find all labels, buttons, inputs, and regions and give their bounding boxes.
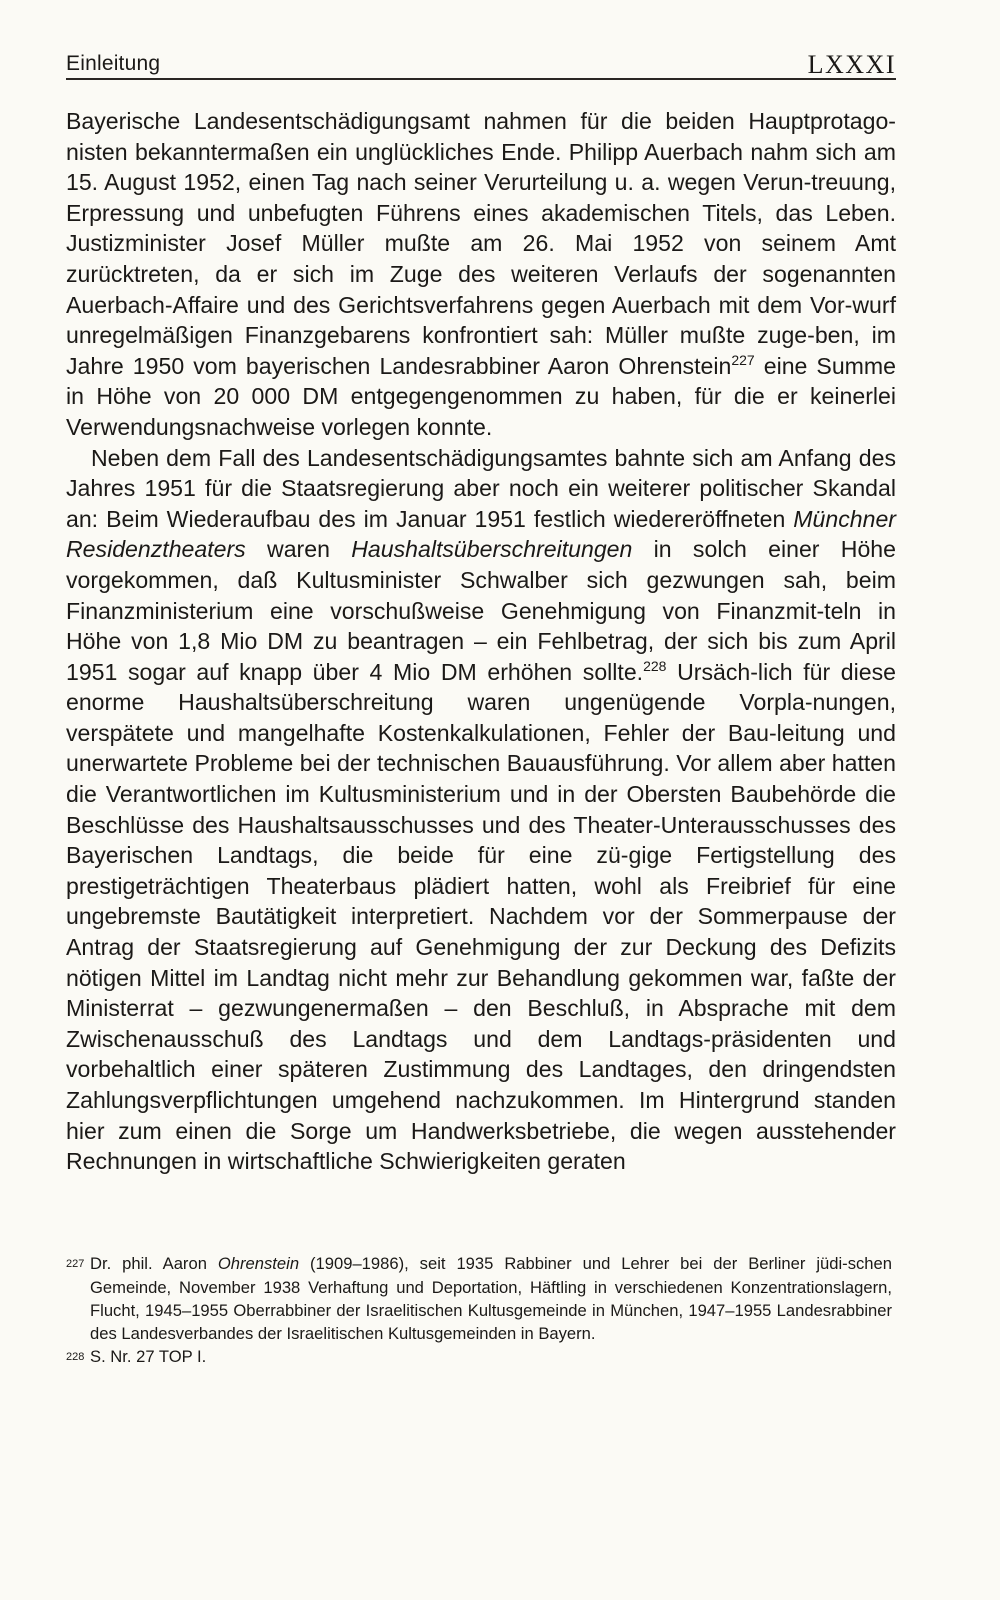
paragraph-1-text-b: eine Summe in Höhe von 20 000 DM entgegengenommen zu haben, für die er keinerlei Verwendungsnachweise vorlegen konnte.	[66, 352, 896, 440]
footnotes	[66, 1252, 892, 1369]
footnote-text-pre: Dr. phil. Aaron	[90, 1254, 218, 1273]
footnote-228	[66, 1345, 892, 1369]
paragraph-2-text-d: Ursäch-lich für diese enorme Haushaltsüberschreitung waren ungenügende Vorpla-nungen, verspätete und mangelhafte Kostenkalkulationen, Fehler der Bau-leitung und unerwartete Probleme bei der technischen Bauausführung. Vor allem aber hatten die Verantwortlichen im Kultusministerium und in der Obersten Baubehörde die Beschlüsse des Haushaltsausschusses und des Theater-Unterausschusses des Bayerischen Landtags, die beide für eine zü-gige Fertigstellung des prestigeträchtigen Theaterbaus plädiert hatten, wohl als Freibrief für eine ungebremste Bautätigkeit interpretiert. Nachdem vor der Sommerpause der Antrag der Staatsregierung auf Genehmigung der zur Deckung des Defizits nötigen Mittel im Landtag nicht mehr zur Behandlung gekommen war, faßte der Ministerrat – gezwungenermaßen – den Beschluß, in Absprache mit dem Zwischenausschuß des Landtags und dem Landtags-präsidenten und vorbehaltlich einer späteren Zustimmung des Landtages, den dringendsten Zahlungsverpflichtungen umgehend nachzukommen. Im Hintergrund standen hier zum einen die Sorge um Handwerksbetriebe, die wegen ausstehender Rechnungen in wirtschaftliche Schwierigkeiten geraten	[66, 658, 897, 1175]
footnote-italic-name: Ohrenstein	[217, 1254, 300, 1273]
section-title: Einleitung	[66, 52, 161, 75]
paragraph-2-text-b: waren	[245, 536, 352, 563]
paragraph-2	[66, 443, 896, 1177]
footnote-reference-228: 228	[643, 657, 667, 674]
paragraph-1	[66, 106, 896, 443]
footnote-number: 228	[66, 1351, 85, 1363]
main-text	[66, 106, 896, 1177]
paragraph-2-text-a: Neben dem Fall des Landesentschädigungsamtes bahnte sich am Anfang des Jahres 1951 für die Staatsregierung aber noch ein weiterer politischer Skandal an: Beim Wiederaufbau des im Januar 1951 festlich wiedereröffneten	[66, 444, 896, 532]
paragraph-2-text-c: in solch einer Höhe vorgekommen, daß Kultusminister Schwalber sich gezwungen sah, beim Finanzministerium eine vorschußweise Genehmigung von Finanzmit-teln in Höhe von 1,8 Mio DM zu beantragen – ein Fehlbetrag, der sich bis zum April 1951 sogar auf knapp über 4 Mio DM erhöhen sollte.	[66, 536, 896, 685]
page-number: LXXXI	[807, 50, 896, 79]
italic-term-haushaltsueberschreitungen: Haushaltsüberschreitungen	[351, 536, 633, 563]
footnote-text-post: (1909–1986), seit 1935 Rabbiner und Lehrer bei der Berliner jüdi-schen Gemeinde, November 1938 Verhaftung und Deportation, Häftling in verschiedenen Konzentrationslagern, Flucht, 1945–1955 Oberrabbiner der Israelitischen Kultusgemeinde in München, 1947–1955 Landesrabbiner des Landesverbandes der Israelitischen Kultusgemeinden in Bayern.	[90, 1254, 892, 1343]
footnote-227	[66, 1252, 892, 1345]
italic-term-residenztheater: Münchner Residenztheaters	[66, 505, 896, 563]
running-header	[66, 42, 896, 80]
paragraph-1-text-a: Bayerische Landesentschädigungsamt nahmen für die beiden Hauptprotago-nisten bekanntermaßen ein unglückliches Ende. Philipp Auerbach nahm sich am 15. August 1952, einen Tag nach seiner Verurteilung u. a. wegen Verun-treuung, Erpressung und unbefugten Führens eines akademischen Titels, das Leben. Justizminister Josef Müller mußte am 26. Mai 1952 von seinem Amt zurücktreten, da er sich im Zuge des weiteren Verlaufs der sogenannten Auerbach-Affaire und des Gerichtsverfahrens gegen Auerbach mit dem Vor-wurf unregelmäßigen Finanzgebarens konfrontiert sah: Müller mußte zuge-ben, im Jahre 1950 vom bayerischen Landesrabbiner Aaron Ohrenstein	[66, 108, 896, 379]
footnote-number: 227	[66, 1258, 85, 1270]
footnote-text-pre: S. Nr. 27 TOP I.	[90, 1347, 207, 1366]
footnote-reference-227: 227	[731, 351, 755, 368]
